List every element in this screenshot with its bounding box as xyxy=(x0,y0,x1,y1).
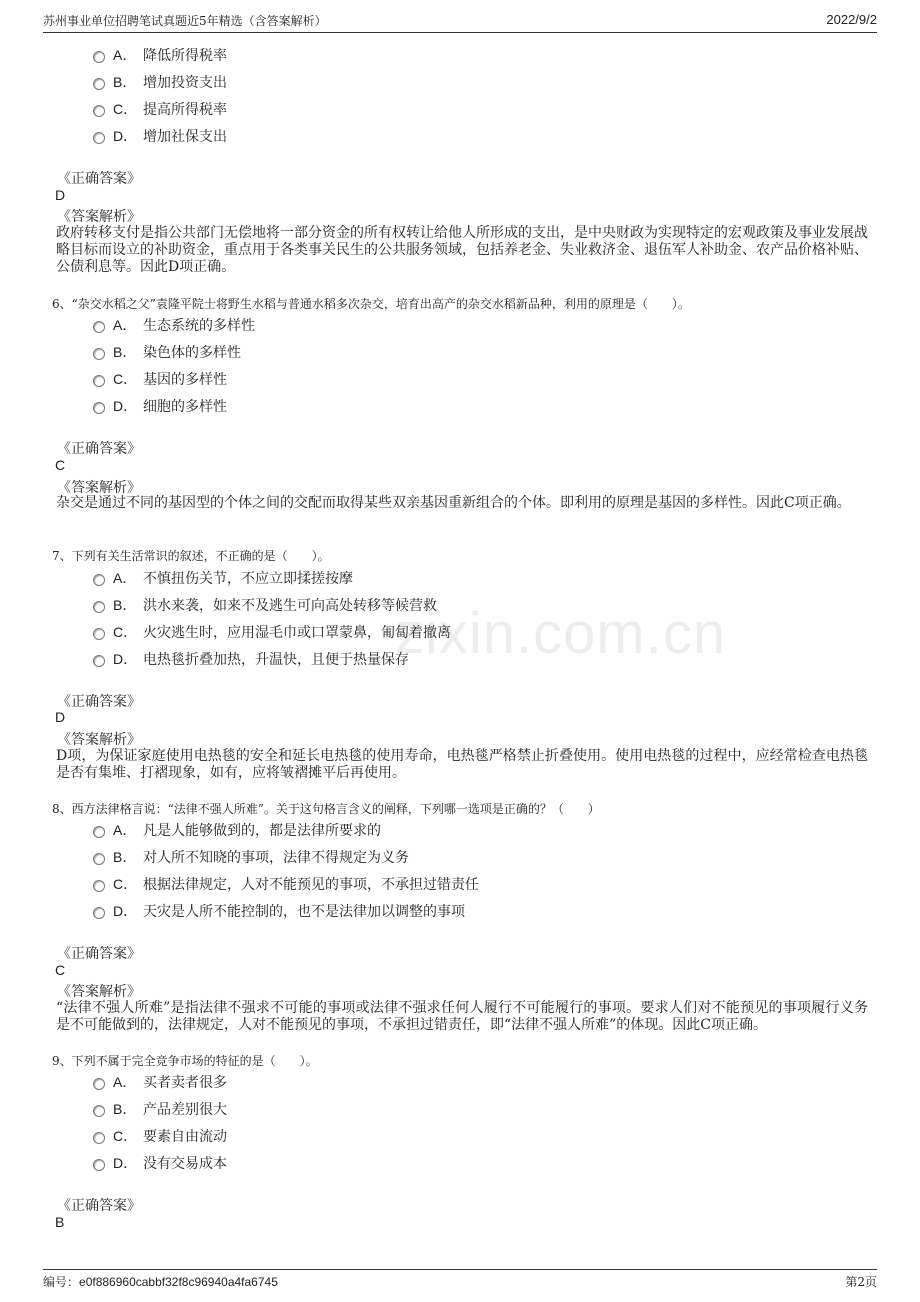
radio-button[interactable] xyxy=(93,1159,105,1171)
answer-label: 《正确答案》 xyxy=(57,441,141,457)
radio-button[interactable] xyxy=(93,853,105,865)
page-header xyxy=(43,12,877,33)
page-number: 第2页 xyxy=(845,1275,877,1289)
answer-label: 《正确答案》 xyxy=(57,171,141,187)
answer-label: 《正确答案》 xyxy=(57,694,141,710)
watermark: zixin.com.cn xyxy=(395,601,727,666)
radio-button[interactable] xyxy=(93,78,105,90)
radio-button[interactable] xyxy=(93,907,105,919)
answer-label: 《正确答案》 xyxy=(57,1198,141,1214)
serial-label: 编号： xyxy=(43,1275,80,1289)
radio-button[interactable] xyxy=(93,601,105,613)
answer-value: C xyxy=(55,457,66,473)
radio-button[interactable] xyxy=(93,51,105,63)
analysis-label: 《答案解析》 xyxy=(57,209,141,225)
document-date: 2022/9/2 xyxy=(826,12,877,27)
radio-button[interactable] xyxy=(93,132,105,144)
radio-button[interactable] xyxy=(93,375,105,387)
serial-code: e0f886960cabbf32f8c96940a4fa6745 xyxy=(79,1275,278,1289)
radio-button[interactable] xyxy=(93,574,105,586)
analysis-label: 《答案解析》 xyxy=(57,984,141,1000)
analysis-label: 《答案解析》 xyxy=(57,732,141,748)
analysis-text: 杂交是通过不同的基因型的个体之间的交配而取得某些双亲基因重新组合的个体。即利用的原理是基因的多样性。因此C项正确。 xyxy=(56,495,851,511)
radio-button[interactable] xyxy=(93,880,105,892)
analysis-label: 《答案解析》 xyxy=(57,480,141,496)
question-text: 8、西方法律格言说：“法律不强人所难”。关于这句格言含义的阐释，下列哪一选项是正确的？（ ） xyxy=(52,802,600,816)
analysis-text: D项，为保证家庭使用电热毯的安全和延长电热毯的使用寿命，电热毯严格禁止折叠使用。使用电热毯的过程中，应经常检查电热毯是否有集堆、打褶现象，如有，应将皱褶摊平后再使用。 xyxy=(56,748,868,781)
page-footer xyxy=(43,1269,877,1292)
question-text: 7、下列有关生活常识的叙述，不正确的是（ ）。 xyxy=(52,549,330,563)
answer-label: 《正确答案》 xyxy=(57,946,141,962)
analysis-text: “法律不强人所难”是指法律不强求不可能的事项或法律不强求任何人履行不可能履行的事项。要求人们对不能预见的事项履行义务是不可能做到的，法律规定，人对不能预见的事项，不承担过错责任，即“法律不强人所难”的体现。因此C项正确。 xyxy=(56,1000,868,1033)
analysis-text: 政府转移支付是指公共部门无偿地将一部分资金的所有权转让给他人所形成的支出，是中央财政为实现特定的宏观政策及事业发展战略目标而设立的补助资金，重点用于各类事关民生的公共服务领域，包括养老金、失业救济金、退伍军人补助金、农产品价格补贴、公债利息等。因此D项正确。 xyxy=(56,225,868,275)
question-text: 9、下列不属于完全竞争市场的特征的是（ ）。 xyxy=(52,1054,318,1068)
answer-value: D xyxy=(55,187,66,203)
serial-number xyxy=(43,1273,278,1290)
radio-button[interactable] xyxy=(93,655,105,667)
radio-button[interactable] xyxy=(93,826,105,838)
radio-button[interactable] xyxy=(93,348,105,360)
radio-button[interactable] xyxy=(93,321,105,333)
answer-value: B xyxy=(55,1214,65,1230)
radio-button[interactable] xyxy=(93,1078,105,1090)
answer-value: C xyxy=(55,962,66,978)
document-title: 苏州事业单位招聘笔试真题近5年精选（含答案解析） xyxy=(43,14,327,28)
radio-button[interactable] xyxy=(93,628,105,640)
radio-button[interactable] xyxy=(93,1132,105,1144)
answer-value: D xyxy=(55,709,66,725)
question-text: 6、“杂交水稻之父”袁隆平院士将野生水稻与普通水稻多次杂交，培育出高产的杂交水稻新品种，利用的原理是（ ）。 xyxy=(52,297,690,311)
radio-button[interactable] xyxy=(93,402,105,414)
radio-button[interactable] xyxy=(93,1105,105,1117)
radio-button[interactable] xyxy=(93,105,105,117)
